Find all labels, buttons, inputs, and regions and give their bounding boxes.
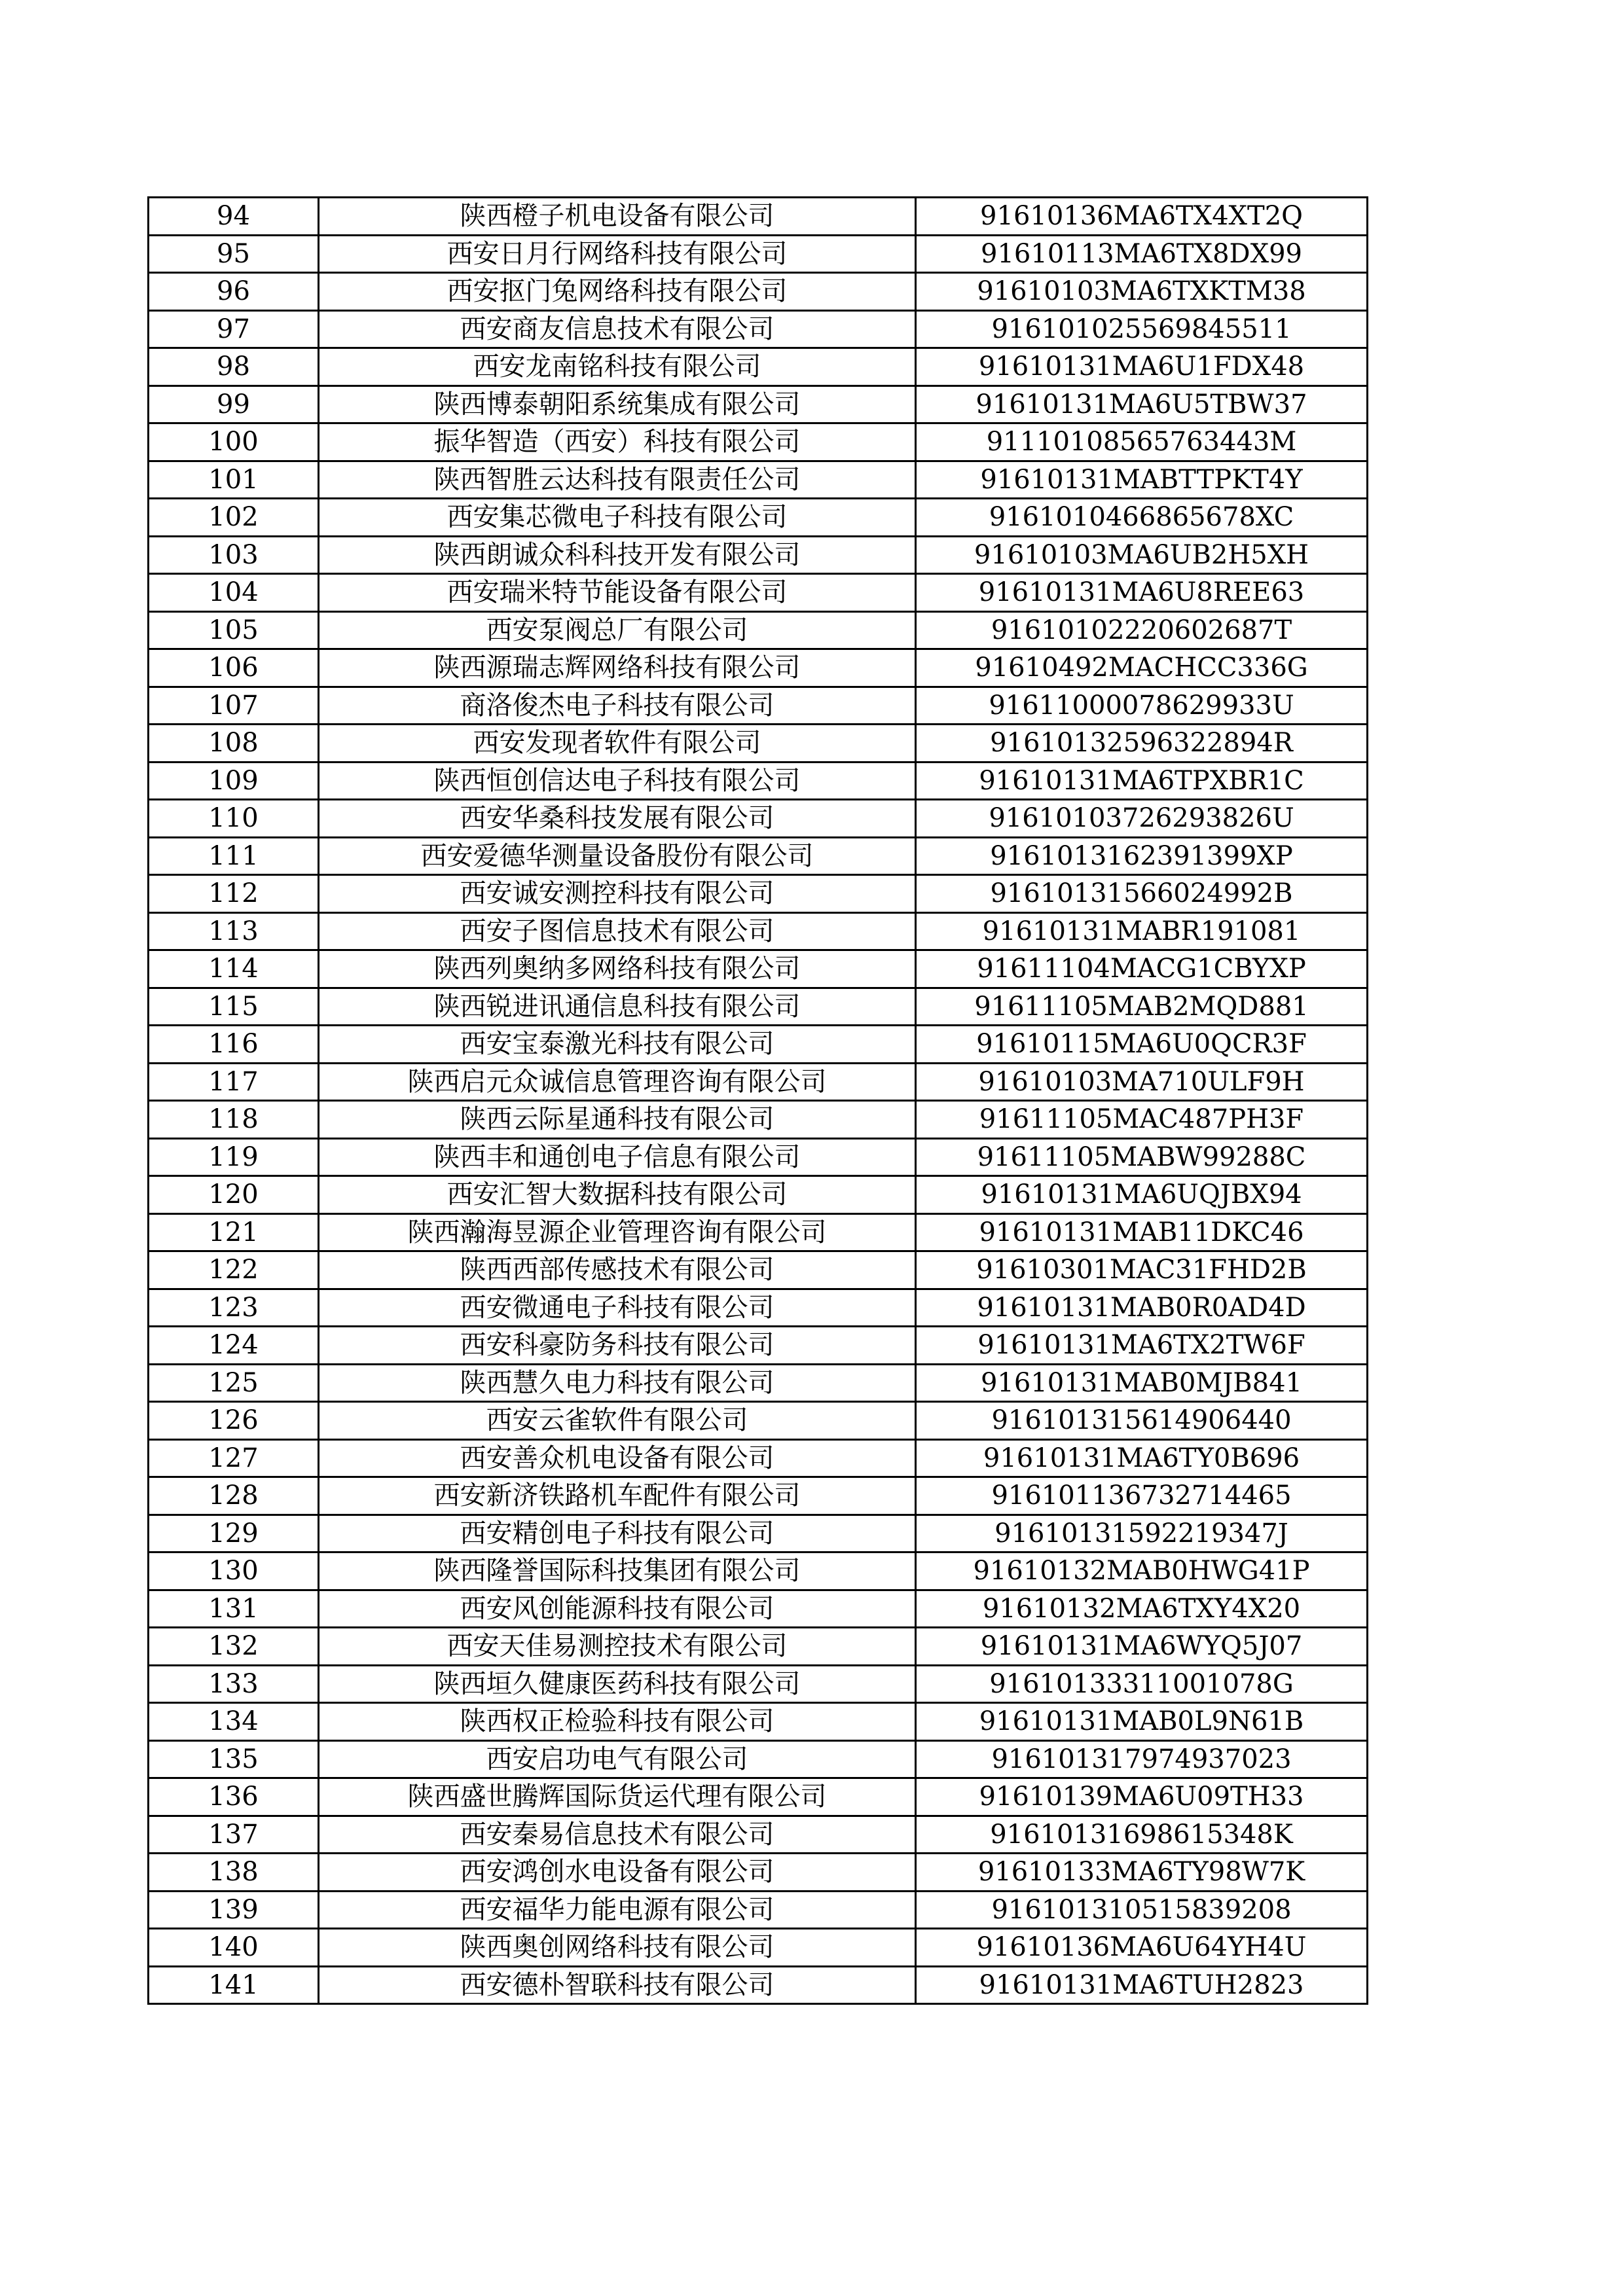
row-number: 118 xyxy=(149,1101,319,1139)
credit-code: 91611105MABW99288C xyxy=(916,1138,1368,1176)
company-name: 西安诚安测控科技有限公司 xyxy=(319,875,916,913)
company-name: 陕西源瑞志辉网络科技有限公司 xyxy=(319,649,916,687)
company-name: 西安善众机电设备有限公司 xyxy=(319,1439,916,1477)
credit-code: 91610103MA6UB2H5XH xyxy=(916,536,1368,574)
company-name: 陕西丰和通创电子信息有限公司 xyxy=(319,1138,916,1176)
credit-code: 916101317974937023 xyxy=(916,1740,1368,1778)
row-number: 111 xyxy=(149,837,319,875)
credit-code: 91611104MACG1CBYXP xyxy=(916,950,1368,988)
credit-code: 91610103726293826U xyxy=(916,800,1368,838)
row-number: 127 xyxy=(149,1439,319,1477)
credit-code: 91610131MA6TX2TW6F xyxy=(916,1327,1368,1365)
row-number: 129 xyxy=(149,1515,319,1552)
credit-code: 91610131MABR191081 xyxy=(916,912,1368,950)
row-number: 136 xyxy=(149,1778,319,1816)
credit-code: 91610136MA6TX4XT2Q xyxy=(916,198,1368,236)
row-number: 94 xyxy=(149,198,319,236)
row-number: 101 xyxy=(149,461,319,499)
credit-code: 91610131MAB0MJB841 xyxy=(916,1364,1368,1402)
table-row xyxy=(149,837,1368,875)
credit-code: 91610133311001078G xyxy=(916,1665,1368,1703)
row-number: 112 xyxy=(149,875,319,913)
table-row xyxy=(149,310,1368,348)
row-number: 130 xyxy=(149,1552,319,1590)
credit-code: 91610131MAB0L9N61B xyxy=(916,1703,1368,1741)
table-row xyxy=(149,198,1368,236)
row-number: 121 xyxy=(149,1213,319,1251)
company-name: 西安天佳易测控技术有限公司 xyxy=(319,1628,916,1666)
row-number: 126 xyxy=(149,1402,319,1440)
row-number: 135 xyxy=(149,1740,319,1778)
table-row xyxy=(149,1289,1368,1327)
row-number: 113 xyxy=(149,912,319,950)
row-number: 110 xyxy=(149,800,319,838)
company-name: 西安秦易信息技术有限公司 xyxy=(319,1816,916,1854)
table-row xyxy=(149,1628,1368,1666)
company-name: 西安爱德华测量设备股份有限公司 xyxy=(319,837,916,875)
table-row xyxy=(149,423,1368,461)
credit-code: 91610102220602687T xyxy=(916,611,1368,649)
table-row xyxy=(149,912,1368,950)
company-name: 西安汇智大数据科技有限公司 xyxy=(319,1176,916,1214)
row-number: 123 xyxy=(149,1289,319,1327)
credit-code: 91610131MAB0R0AD4D xyxy=(916,1289,1368,1327)
row-number: 132 xyxy=(149,1628,319,1666)
credit-code: 91611000078629933U xyxy=(916,687,1368,725)
credit-code: 916101310515839208 xyxy=(916,1891,1368,1929)
company-name: 陕西锐进讯通信息科技有限公司 xyxy=(319,988,916,1026)
row-number: 115 xyxy=(149,988,319,1026)
company-name: 商洛俊杰电子科技有限公司 xyxy=(319,687,916,725)
row-number: 120 xyxy=(149,1176,319,1214)
credit-code: 91610139MA6U09TH33 xyxy=(916,1778,1368,1816)
row-number: 122 xyxy=(149,1251,319,1289)
credit-code: 91610103MA710ULF9H xyxy=(916,1063,1368,1101)
table-row xyxy=(149,725,1368,762)
credit-code: 91610301MAC31FHD2B xyxy=(916,1251,1368,1289)
company-name: 陕西朗诚众科科技开发有限公司 xyxy=(319,536,916,574)
row-number: 108 xyxy=(149,725,319,762)
company-name: 陕西隆誉国际科技集团有限公司 xyxy=(319,1552,916,1590)
company-list-sheet xyxy=(147,196,1366,2005)
row-number: 99 xyxy=(149,386,319,423)
row-number: 106 xyxy=(149,649,319,687)
table-row xyxy=(149,649,1368,687)
company-name: 西安微通电子科技有限公司 xyxy=(319,1289,916,1327)
company-name: 西安启功电气有限公司 xyxy=(319,1740,916,1778)
row-number: 133 xyxy=(149,1665,319,1703)
table-row xyxy=(149,1665,1368,1703)
company-name: 振华智造（西安）科技有限公司 xyxy=(319,423,916,461)
row-number: 139 xyxy=(149,1891,319,1929)
row-number: 117 xyxy=(149,1063,319,1101)
table-row xyxy=(149,1515,1368,1552)
company-name: 西安科豪防务科技有限公司 xyxy=(319,1327,916,1365)
credit-code: 91610133MA6TY98W7K xyxy=(916,1854,1368,1892)
table-row xyxy=(149,1364,1368,1402)
credit-code: 91610131MA6U8REE63 xyxy=(916,574,1368,612)
row-number: 109 xyxy=(149,762,319,800)
company-name: 西安瑞米特节能设备有限公司 xyxy=(319,574,916,612)
credit-code: 91110108565763443M xyxy=(916,423,1368,461)
row-number: 124 xyxy=(149,1327,319,1365)
row-number: 141 xyxy=(149,1966,319,2004)
credit-code: 91610132MA6TXY4X20 xyxy=(916,1590,1368,1628)
credit-code: 916101025569845511 xyxy=(916,310,1368,348)
table-row xyxy=(149,273,1368,311)
company-name: 陕西列奥纳多网络科技有限公司 xyxy=(319,950,916,988)
row-number: 98 xyxy=(149,348,319,386)
credit-code: 91610103MA6TXKTM38 xyxy=(916,273,1368,311)
row-number: 119 xyxy=(149,1138,319,1176)
table-row xyxy=(149,1891,1368,1929)
table-row xyxy=(149,574,1368,612)
row-number: 104 xyxy=(149,574,319,612)
table-row xyxy=(149,687,1368,725)
company-name: 西安抠门兔网络科技有限公司 xyxy=(319,273,916,311)
credit-code: 91610131592219347J xyxy=(916,1515,1368,1552)
company-name: 西安发现者软件有限公司 xyxy=(319,725,916,762)
row-number: 114 xyxy=(149,950,319,988)
company-name: 陕西云际星通科技有限公司 xyxy=(319,1101,916,1139)
company-name: 陕西权正检验科技有限公司 xyxy=(319,1703,916,1741)
credit-code: 91610113MA6TX8DX99 xyxy=(916,235,1368,273)
table-row xyxy=(149,1966,1368,2004)
company-name: 西安云雀软件有限公司 xyxy=(319,1402,916,1440)
company-name: 西安新济铁路机车配件有限公司 xyxy=(319,1477,916,1515)
table-row xyxy=(149,800,1368,838)
row-number: 102 xyxy=(149,499,319,537)
company-name: 西安日月行网络科技有限公司 xyxy=(319,235,916,273)
company-name: 陕西瀚海昱源企业管理咨询有限公司 xyxy=(319,1213,916,1251)
company-name: 西安鸿创水电设备有限公司 xyxy=(319,1854,916,1892)
credit-code: 91610131MA6TY0B696 xyxy=(916,1439,1368,1477)
company-name: 西安宝泰激光科技有限公司 xyxy=(319,1026,916,1064)
table-row xyxy=(149,1251,1368,1289)
company-name: 西安子图信息技术有限公司 xyxy=(319,912,916,950)
credit-code: 91611105MAC487PH3F xyxy=(916,1101,1368,1139)
row-number: 137 xyxy=(149,1816,319,1854)
credit-code: 91610492MACHCC336G xyxy=(916,649,1368,687)
credit-code: 9161010466865678XC xyxy=(916,499,1368,537)
table-row xyxy=(149,1063,1368,1101)
credit-code: 91610131MA6U5TBW37 xyxy=(916,386,1368,423)
table-row xyxy=(149,762,1368,800)
table-row xyxy=(149,1439,1368,1477)
company-name: 陕西奥创网络科技有限公司 xyxy=(319,1929,916,1967)
table-row xyxy=(149,1816,1368,1854)
table-row xyxy=(149,875,1368,913)
table-row xyxy=(149,1854,1368,1892)
company-name: 西安精创电子科技有限公司 xyxy=(319,1515,916,1552)
row-number: 97 xyxy=(149,310,319,348)
credit-code: 91610131MABTTPKT4Y xyxy=(916,461,1368,499)
table-row xyxy=(149,348,1368,386)
row-number: 140 xyxy=(149,1929,319,1967)
table-row xyxy=(149,950,1368,988)
row-number: 138 xyxy=(149,1854,319,1892)
company-name: 西安德朴智联科技有限公司 xyxy=(319,1966,916,2004)
company-table-body xyxy=(149,198,1368,2004)
company-name: 陕西盛世腾辉国际货运代理有限公司 xyxy=(319,1778,916,1816)
table-row xyxy=(149,1026,1368,1064)
table-row xyxy=(149,1703,1368,1741)
credit-code: 9161013162391399XP xyxy=(916,837,1368,875)
credit-code: 91610132596322894R xyxy=(916,725,1368,762)
credit-code: 91610131MA6UQJBX94 xyxy=(916,1176,1368,1214)
row-number: 134 xyxy=(149,1703,319,1741)
credit-code: 916101315614906440 xyxy=(916,1402,1368,1440)
table-row xyxy=(149,235,1368,273)
company-name: 陕西慧久电力科技有限公司 xyxy=(319,1364,916,1402)
row-number: 125 xyxy=(149,1364,319,1402)
row-number: 95 xyxy=(149,235,319,273)
table-row xyxy=(149,1101,1368,1139)
row-number: 128 xyxy=(149,1477,319,1515)
table-row xyxy=(149,611,1368,649)
company-name: 西安风创能源科技有限公司 xyxy=(319,1590,916,1628)
table-row xyxy=(149,1402,1368,1440)
company-name: 西安商友信息技术有限公司 xyxy=(319,310,916,348)
company-name: 西安华桑科技发展有限公司 xyxy=(319,800,916,838)
row-number: 105 xyxy=(149,611,319,649)
table-row xyxy=(149,1138,1368,1176)
company-name: 陕西橙子机电设备有限公司 xyxy=(319,198,916,236)
table-row xyxy=(149,1176,1368,1214)
company-name: 西安泵阀总厂有限公司 xyxy=(319,611,916,649)
table-row xyxy=(149,1929,1368,1967)
credit-code: 91610131MA6U1FDX48 xyxy=(916,348,1368,386)
table-row xyxy=(149,988,1368,1026)
row-number: 131 xyxy=(149,1590,319,1628)
credit-code: 91610131MA6WYQ5J07 xyxy=(916,1628,1368,1666)
credit-code: 91610136MA6U64YH4U xyxy=(916,1929,1368,1967)
credit-code: 916101136732714465 xyxy=(916,1477,1368,1515)
credit-code: 91610115MA6U0QCR3F xyxy=(916,1026,1368,1064)
row-number: 103 xyxy=(149,536,319,574)
row-number: 100 xyxy=(149,423,319,461)
table-row xyxy=(149,1477,1368,1515)
company-name: 陕西西部传感技术有限公司 xyxy=(319,1251,916,1289)
table-row xyxy=(149,461,1368,499)
company-name: 陕西启元众诚信息管理咨询有限公司 xyxy=(319,1063,916,1101)
table-row xyxy=(149,386,1368,423)
company-name: 西安龙南铭科技有限公司 xyxy=(319,348,916,386)
table-row xyxy=(149,1327,1368,1365)
row-number: 96 xyxy=(149,273,319,311)
company-name: 陕西博泰朝阳系统集成有限公司 xyxy=(319,386,916,423)
row-number: 116 xyxy=(149,1026,319,1064)
company-table xyxy=(147,196,1368,2005)
company-name: 陕西智胜云达科技有限责任公司 xyxy=(319,461,916,499)
company-name: 西安福华力能电源有限公司 xyxy=(319,1891,916,1929)
company-name: 西安集芯微电子科技有限公司 xyxy=(319,499,916,537)
table-row xyxy=(149,1778,1368,1816)
table-row xyxy=(149,1213,1368,1251)
credit-code: 91610132MAB0HWG41P xyxy=(916,1552,1368,1590)
table-row xyxy=(149,1590,1368,1628)
table-row xyxy=(149,536,1368,574)
table-row xyxy=(149,1552,1368,1590)
credit-code: 91610131566024992B xyxy=(916,875,1368,913)
row-number: 107 xyxy=(149,687,319,725)
credit-code: 91610131698615348K xyxy=(916,1816,1368,1854)
table-row xyxy=(149,1740,1368,1778)
credit-code: 91610131MA6TUH2823 xyxy=(916,1966,1368,2004)
credit-code: 91610131MA6TPXBR1C xyxy=(916,762,1368,800)
company-name: 陕西恒创信达电子科技有限公司 xyxy=(319,762,916,800)
credit-code: 91610131MAB11DKC46 xyxy=(916,1213,1368,1251)
company-name: 陕西垣久健康医药科技有限公司 xyxy=(319,1665,916,1703)
credit-code: 91611105MAB2MQD881 xyxy=(916,988,1368,1026)
table-row xyxy=(149,499,1368,537)
